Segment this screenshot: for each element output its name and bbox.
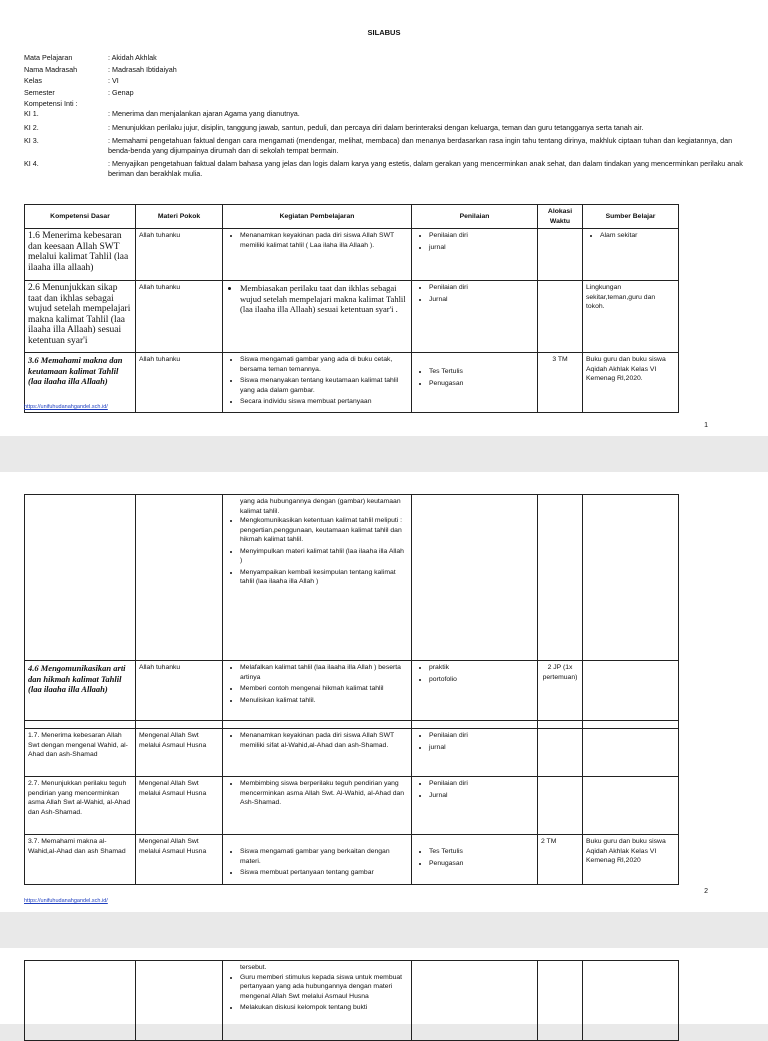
table-row bbox=[25, 229, 679, 281]
list-item: • Penilaian diri bbox=[429, 283, 534, 293]
list-item: • Secara individu siswa membuat pertanyaan bbox=[240, 397, 408, 407]
sumber-cell bbox=[583, 229, 679, 281]
penilaian-cell bbox=[412, 229, 538, 281]
list-item: • Siswa mengamati gambar yang ada di buku cetak, bersama teman temannya. bbox=[240, 355, 408, 374]
list-item: • Penilaian diri bbox=[429, 231, 534, 241]
kd-cell: 3.7. Memahami makna al-Wahid,al-Ahad dan ash Shamad bbox=[25, 835, 136, 885]
ki-text: : Memahami pengetahuan faktual dengan cara mengamati (mendengar, melihat, membaca) dan menanya berdasarkan rasa ingin tahu tentang dirinya, makhluk ciptaan tuhan dan kegiatannya, dan benda-benda yang dijumpainya dirumah dan di sekolah tempat bermain. bbox=[108, 136, 733, 155]
sumber-cell: Lingkungan sekitar,teman,guru dan tokoh. bbox=[583, 281, 679, 353]
meta-row bbox=[24, 87, 177, 99]
kegiatan-cell bbox=[223, 661, 412, 721]
penilaian-cell bbox=[412, 961, 538, 1041]
meta-key: Kompetensi Inti : bbox=[24, 99, 78, 108]
ki-row bbox=[24, 136, 744, 155]
materi-cell: Allah tuhanku bbox=[136, 661, 223, 721]
meta-row bbox=[24, 98, 177, 110]
core-competencies bbox=[24, 109, 744, 182]
table-row bbox=[25, 281, 679, 353]
list-item: • Menanamkan keyakinan pada diri siswa Allah SWT memiliki kalimat tahlil ( Laa ilaha illa Allaah ). bbox=[240, 231, 408, 250]
alokasi-cell bbox=[538, 281, 583, 353]
sumber-cell: Buku guru dan buku siswa Aqidah Akhlak Kelas VI Kemenag RI,2020. bbox=[583, 353, 679, 413]
penilaian-cell bbox=[412, 729, 538, 777]
page-3 bbox=[0, 948, 768, 1024]
page-2 bbox=[0, 472, 768, 912]
list-item: • Jurnal bbox=[429, 295, 534, 305]
list-item: • Menyimpulkan materi kalimat tahlil (laa ilaaha illa Allah ) bbox=[240, 547, 408, 566]
page-1 bbox=[0, 0, 768, 436]
meta-value: : VI bbox=[108, 76, 119, 85]
kd-cell: 2.7. Menunjukkan perilaku teguh pendirian yang mencerminkan asma Allah Swt al-Wahid, al-Ahad dan Ash-Shamad. bbox=[25, 777, 136, 835]
meta-value: : Madrasah Ibtidaiyah bbox=[108, 64, 177, 74]
list-item: • jurnal bbox=[429, 243, 534, 253]
materi-cell: Mengenal Allah Swt melalui Asmaul Husna bbox=[136, 777, 223, 835]
alokasi-cell: 3 TM bbox=[538, 353, 583, 413]
kd-cell: 3.6 Memahami makna dan keutamaan kalimat Tahlil (laa ilaaha illa Allaah) bbox=[25, 353, 136, 413]
table-row bbox=[25, 961, 679, 1041]
kegiatan-cell bbox=[223, 729, 412, 777]
kegiatan-cell bbox=[223, 229, 412, 281]
meta-key: Nama Madrasah bbox=[24, 64, 78, 74]
table-header-row bbox=[25, 205, 679, 229]
list-item: • Guru memberi stimulus kepada siswa untuk membuat pertanyaan yang ada hubungannya dengan materi mengenal Allah Swt melalui Asmaul Husna bbox=[240, 973, 408, 1002]
ki-key: KI 1. bbox=[24, 109, 39, 118]
kd-cell: 1.7. Menerima kebesaran Allah Swt dengan mengenal Wahid, al-Ahad dan ash-Shamad bbox=[25, 729, 136, 777]
sumber-cell: Buku guru dan buku siswa Aqidah Akhlak Kelas VI Kemenag RI,2020 bbox=[583, 835, 679, 885]
ki-key: KI 2. bbox=[24, 122, 39, 132]
table-row bbox=[25, 495, 679, 661]
header-kegiatan: Kegiatan Pembelajaran bbox=[223, 205, 412, 229]
ki-text: : Menerima dan menjalankan ajaran Agama yang dianutnya. bbox=[108, 109, 300, 118]
materi-cell: Allah tuhanku bbox=[136, 229, 223, 281]
list-item: • Menuliskan kalimat tahlil. bbox=[240, 696, 408, 706]
ki-text: : Menunjukkan perilaku jujur, disiplin, tanggung jawab, santun, peduli, dan percaya diri dalam berinteraksi dengan keluarga, teman dan guru tetangganya serta tanah air. bbox=[108, 122, 644, 132]
kegiatan-cell bbox=[223, 353, 412, 413]
list-item: • Melakukan diskusi kelompok tentang bukti bbox=[240, 1003, 408, 1013]
list-item: • Membiasakan perilaku taat dan ikhlas sebagai wujud setelah mempelajari makna kalimat Tahlil (laa ilaaha illa Allaah) sesuai ketentuan syar'i . bbox=[240, 283, 408, 315]
penilaian-cell bbox=[412, 281, 538, 353]
syllabus-table-page-3 bbox=[24, 960, 679, 1041]
ki-row bbox=[24, 159, 744, 178]
meta-key: Semester bbox=[24, 87, 55, 97]
materi-cell: Mengenal Allah Swt melalui Asmaul Husna bbox=[136, 729, 223, 777]
footer-link[interactable]: https://unifuhudanahgandel.sch.id/ bbox=[24, 898, 108, 904]
list-item: • Tes Tertulis bbox=[429, 847, 534, 857]
list-item: • Siswa membuat pertanyaan tentang gambar bbox=[240, 868, 408, 878]
list-item: • Tes Tertulis bbox=[429, 367, 534, 377]
document-title: SILABUS bbox=[367, 28, 401, 37]
table-row bbox=[25, 353, 679, 413]
alokasi-cell bbox=[538, 777, 583, 835]
materi-cell: Allah tuhanku bbox=[136, 353, 223, 413]
syllabus-table-page-1 bbox=[24, 204, 679, 413]
penilaian-cell bbox=[412, 495, 538, 661]
list-item: • Penugasan bbox=[429, 859, 534, 869]
list-item: • Alam sekitar bbox=[600, 231, 675, 241]
header-alokasi-waktu: Alokasi Waktu bbox=[538, 205, 583, 229]
meta-row bbox=[24, 75, 177, 87]
continued-text: yang ada hubungannya dengan (gambar) keutamaan kalimat tahlil. bbox=[240, 498, 401, 515]
ki-key: KI 3. bbox=[24, 136, 39, 145]
list-item: • Melafalkan kalimat tahlil (laa ilaaha illa Allah ) beserta artinya bbox=[240, 663, 408, 682]
list-item: • Penugasan bbox=[429, 379, 534, 389]
alokasi-cell: 2 TM bbox=[538, 835, 583, 885]
header-kompetensi-dasar: Kompetensi Dasar bbox=[25, 205, 136, 229]
subject-info bbox=[24, 52, 177, 110]
materi-cell bbox=[136, 495, 223, 661]
list-item: • portofolio bbox=[429, 675, 534, 685]
list-item: • Penilaian diri bbox=[429, 779, 534, 789]
list-item: • Menyampaikan kembali kesimpulan tentang kalimat tahlil (laa ilaaha illa Allah ) bbox=[240, 568, 408, 587]
table-row bbox=[25, 835, 679, 885]
meta-key: Kelas bbox=[24, 76, 42, 85]
kd-cell: 2.6 Menunjukkan sikap taat dan ikhlas sebagai wujud setelah mempelajari makna kalimat Tahlil (laa ilaaha illa Allaah) sesuai ketentuan syar'i bbox=[25, 281, 136, 353]
meta-row bbox=[24, 64, 177, 76]
penilaian-cell bbox=[412, 353, 538, 413]
page-number: 2 bbox=[704, 888, 708, 895]
alokasi-cell bbox=[538, 729, 583, 777]
materi-cell: Allah tuhanku bbox=[136, 281, 223, 353]
kegiatan-cell bbox=[223, 281, 412, 353]
kd-cell bbox=[25, 495, 136, 661]
kd-cell: 4.6 Mengomunikasikan arti dan hikmah kalimat Tahlil (laa ilaaha illa Allaah) bbox=[25, 661, 136, 721]
kegiatan-cell bbox=[223, 835, 412, 885]
kd-cell bbox=[25, 961, 136, 1041]
list-item: • Mengkomunikasikan ketentuan kalimat tahlil meliputi : pengertian,penggunaan, keutamaan kalimat tahlil dan hikmah kalimat tahlil. bbox=[240, 516, 408, 545]
table-row bbox=[25, 661, 679, 721]
header-penilaian: Penilaian bbox=[412, 205, 538, 229]
list-item: • Memberi contoh mengenai hikmah kalimat tahlil bbox=[240, 684, 408, 694]
ki-key: KI 4. bbox=[24, 159, 39, 168]
meta-key: Mata Pelajaran bbox=[24, 53, 73, 62]
ki-row bbox=[24, 123, 744, 133]
alokasi-cell bbox=[538, 229, 583, 281]
penilaian-cell bbox=[412, 835, 538, 885]
meta-value: : Akidah Akhlak bbox=[108, 53, 157, 62]
ki-row bbox=[24, 109, 744, 119]
list-item: • Jurnal bbox=[429, 791, 534, 801]
header-materi-pokok: Materi Pokok bbox=[136, 205, 223, 229]
table-row bbox=[25, 777, 679, 835]
alokasi-cell: 2 JP (1x pertemuan) bbox=[538, 661, 583, 721]
syllabus-table-page-2 bbox=[24, 494, 679, 885]
kegiatan-cell bbox=[223, 777, 412, 835]
list-item: • Siswa mengamati gambar yang berkaitan dengan materi. bbox=[240, 847, 408, 866]
alokasi-cell bbox=[538, 961, 583, 1041]
meta-row bbox=[24, 52, 177, 64]
alokasi-cell bbox=[538, 495, 583, 661]
list-item: • Membimbing siswa berperilaku teguh pendirian yang mencerminkan asma Allah Swt. Al-Wahid, al-Ahad dan Ash-Shamad. bbox=[240, 779, 408, 808]
spacer-row bbox=[25, 721, 679, 729]
list-item: • Siswa menanyakan tentang keutamaan kalimat tahlil yang ada dalam gambar. bbox=[240, 376, 408, 395]
table-row bbox=[25, 729, 679, 777]
continued-text: tersebut. bbox=[240, 964, 267, 971]
ki-text: : Menyajikan pengetahuan faktual dalam bahasa yang jelas dan logis dalam karya yang estetis, dalam gerakan yang mencerminkan anak sehat, dan dalam tindakan yang mencerminkan perilaku anak beriman dan berakhlak mulia. bbox=[108, 159, 743, 178]
sumber-cell bbox=[583, 729, 679, 777]
page-number: 1 bbox=[704, 422, 708, 429]
penilaian-cell bbox=[412, 777, 538, 835]
list-item: • jurnal bbox=[429, 743, 534, 753]
footer-link[interactable]: https://unifuhudanahgandel.sch.id/ bbox=[24, 404, 108, 410]
list-item: • praktik bbox=[429, 663, 534, 673]
sumber-cell bbox=[583, 661, 679, 721]
sumber-cell bbox=[583, 495, 679, 661]
penilaian-cell bbox=[412, 661, 538, 721]
materi-cell bbox=[136, 961, 223, 1041]
kegiatan-cell bbox=[223, 961, 412, 1041]
list-item: • Penilaian diri bbox=[429, 731, 534, 741]
kegiatan-cell bbox=[223, 495, 412, 661]
sumber-cell bbox=[583, 777, 679, 835]
list-item: • Menanamkan keyakinan pada diri siswa Allah SWT memiliki sifat al-Wahid,al-Ahad dan ash-Shamad. bbox=[240, 731, 408, 750]
meta-value: : Genap bbox=[108, 87, 134, 97]
header-sumber-belajar: Sumber Belajar bbox=[583, 205, 679, 229]
kd-cell: 1.6 Menerima kebesaran dan keesaan Allah SWT melalui kalimat Tahlil (laa ilaaha illa allaah) bbox=[25, 229, 136, 281]
materi-cell: Mengenal Allah Swt melalui Asmaul Husna bbox=[136, 835, 223, 885]
sumber-cell bbox=[583, 961, 679, 1041]
